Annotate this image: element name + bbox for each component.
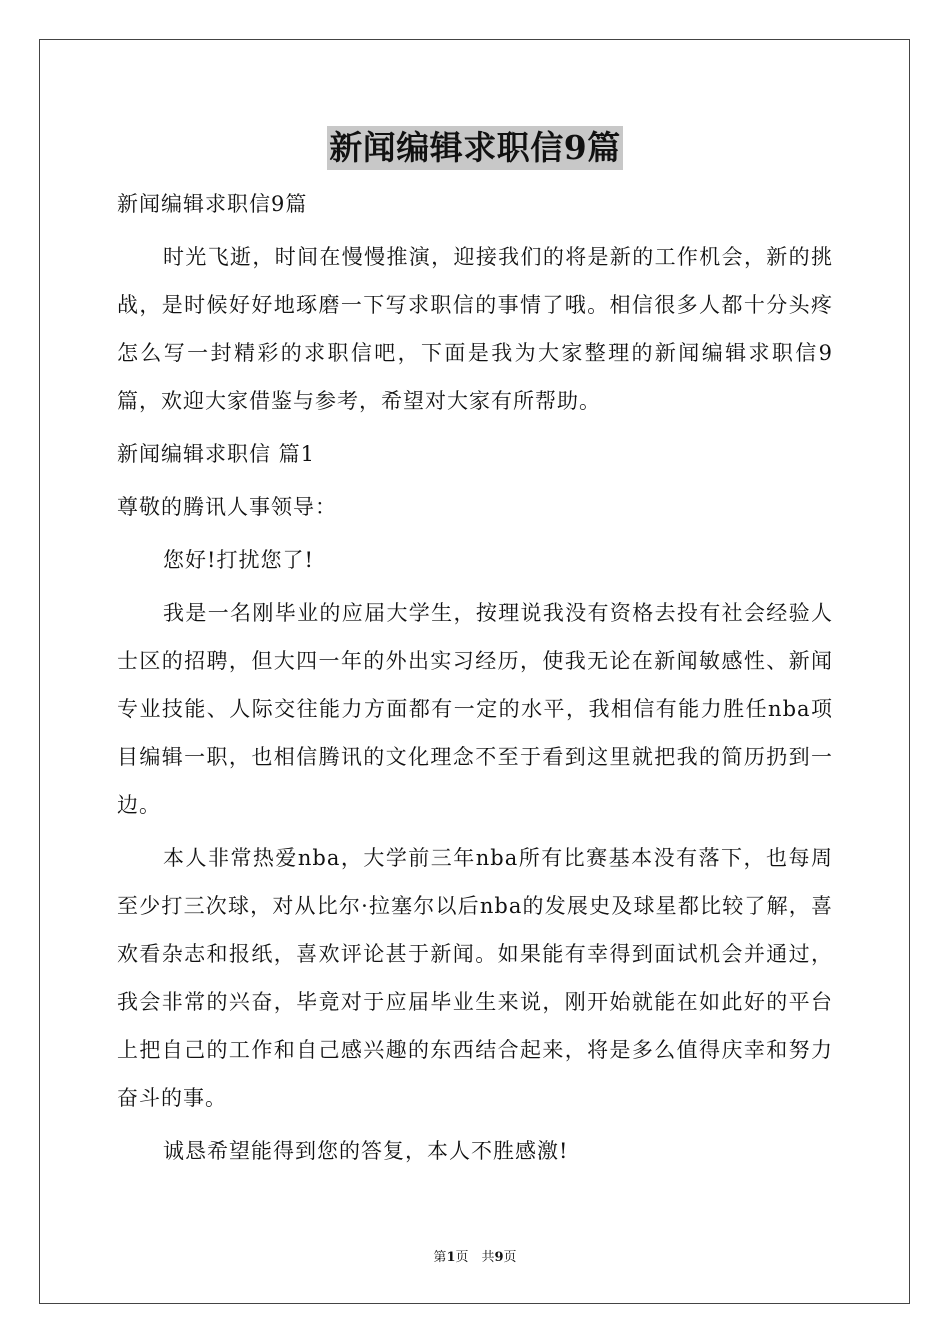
page-current: 1	[446, 1250, 456, 1265]
page-mid: 页 共	[455, 1250, 495, 1265]
page-suffix: 页	[503, 1250, 517, 1265]
document-body	[117, 180, 833, 1175]
document-title: 新闻编辑求职信9篇	[327, 126, 622, 170]
body-paragraph-1: 我是一名刚毕业的应届大学生，按理说我没有资格去投有社会经验人士区的招聘，但大四一年的外出实习经历，使我无论在新闻敏感性、新闻专业技能、人际交往能力方面都有一定的水平，我相信有能力胜任nba项目编辑一职，也相信腾讯的文化理念不至于看到这里就把我的简历扔到一边。	[117, 601, 833, 817]
document-subtitle: 新闻编辑求职信9篇	[117, 192, 308, 216]
page-footer	[0, 1246, 950, 1265]
title-container	[0, 126, 950, 170]
closing-line: 诚恳希望能得到您的答复，本人不胜感激!	[163, 1139, 569, 1163]
greeting: 您好!打扰您了!	[163, 548, 314, 572]
page-total: 9	[494, 1250, 504, 1265]
section-heading: 新闻编辑求职信 篇1	[117, 442, 316, 466]
page-prefix: 第	[433, 1250, 447, 1265]
body-paragraph-2: 本人非常热爱nba，大学前三年nba所有比赛基本没有落下，也每周至少打三次球，对从比尔·拉塞尔以后nba的发展史及球星都比较了解，喜欢看杂志和报纸，喜欢评论甚于新闻。如果能有幸得到面试机会并通过，我会非常的兴奋，毕竟对于应届毕业生来说，刚开始就能在如此好的平台上把自己的工作和自己感兴趣的东西结合起来，将是多么值得庆幸和努力奋斗的事。	[117, 846, 833, 1110]
salutation: 尊敬的腾讯人事领导：	[117, 495, 337, 519]
intro-paragraph: 时光飞逝，时间在慢慢推演，迎接我们的将是新的工作机会，新的挑战，是时候好好地琢磨一下写求职信的事情了哦。相信很多人都十分头疼怎么写一封精彩的求职信吧，下面是我为大家整理的新闻编辑求职信9篇，欢迎大家借鉴与参考，希望对大家有所帮助。	[117, 245, 833, 413]
